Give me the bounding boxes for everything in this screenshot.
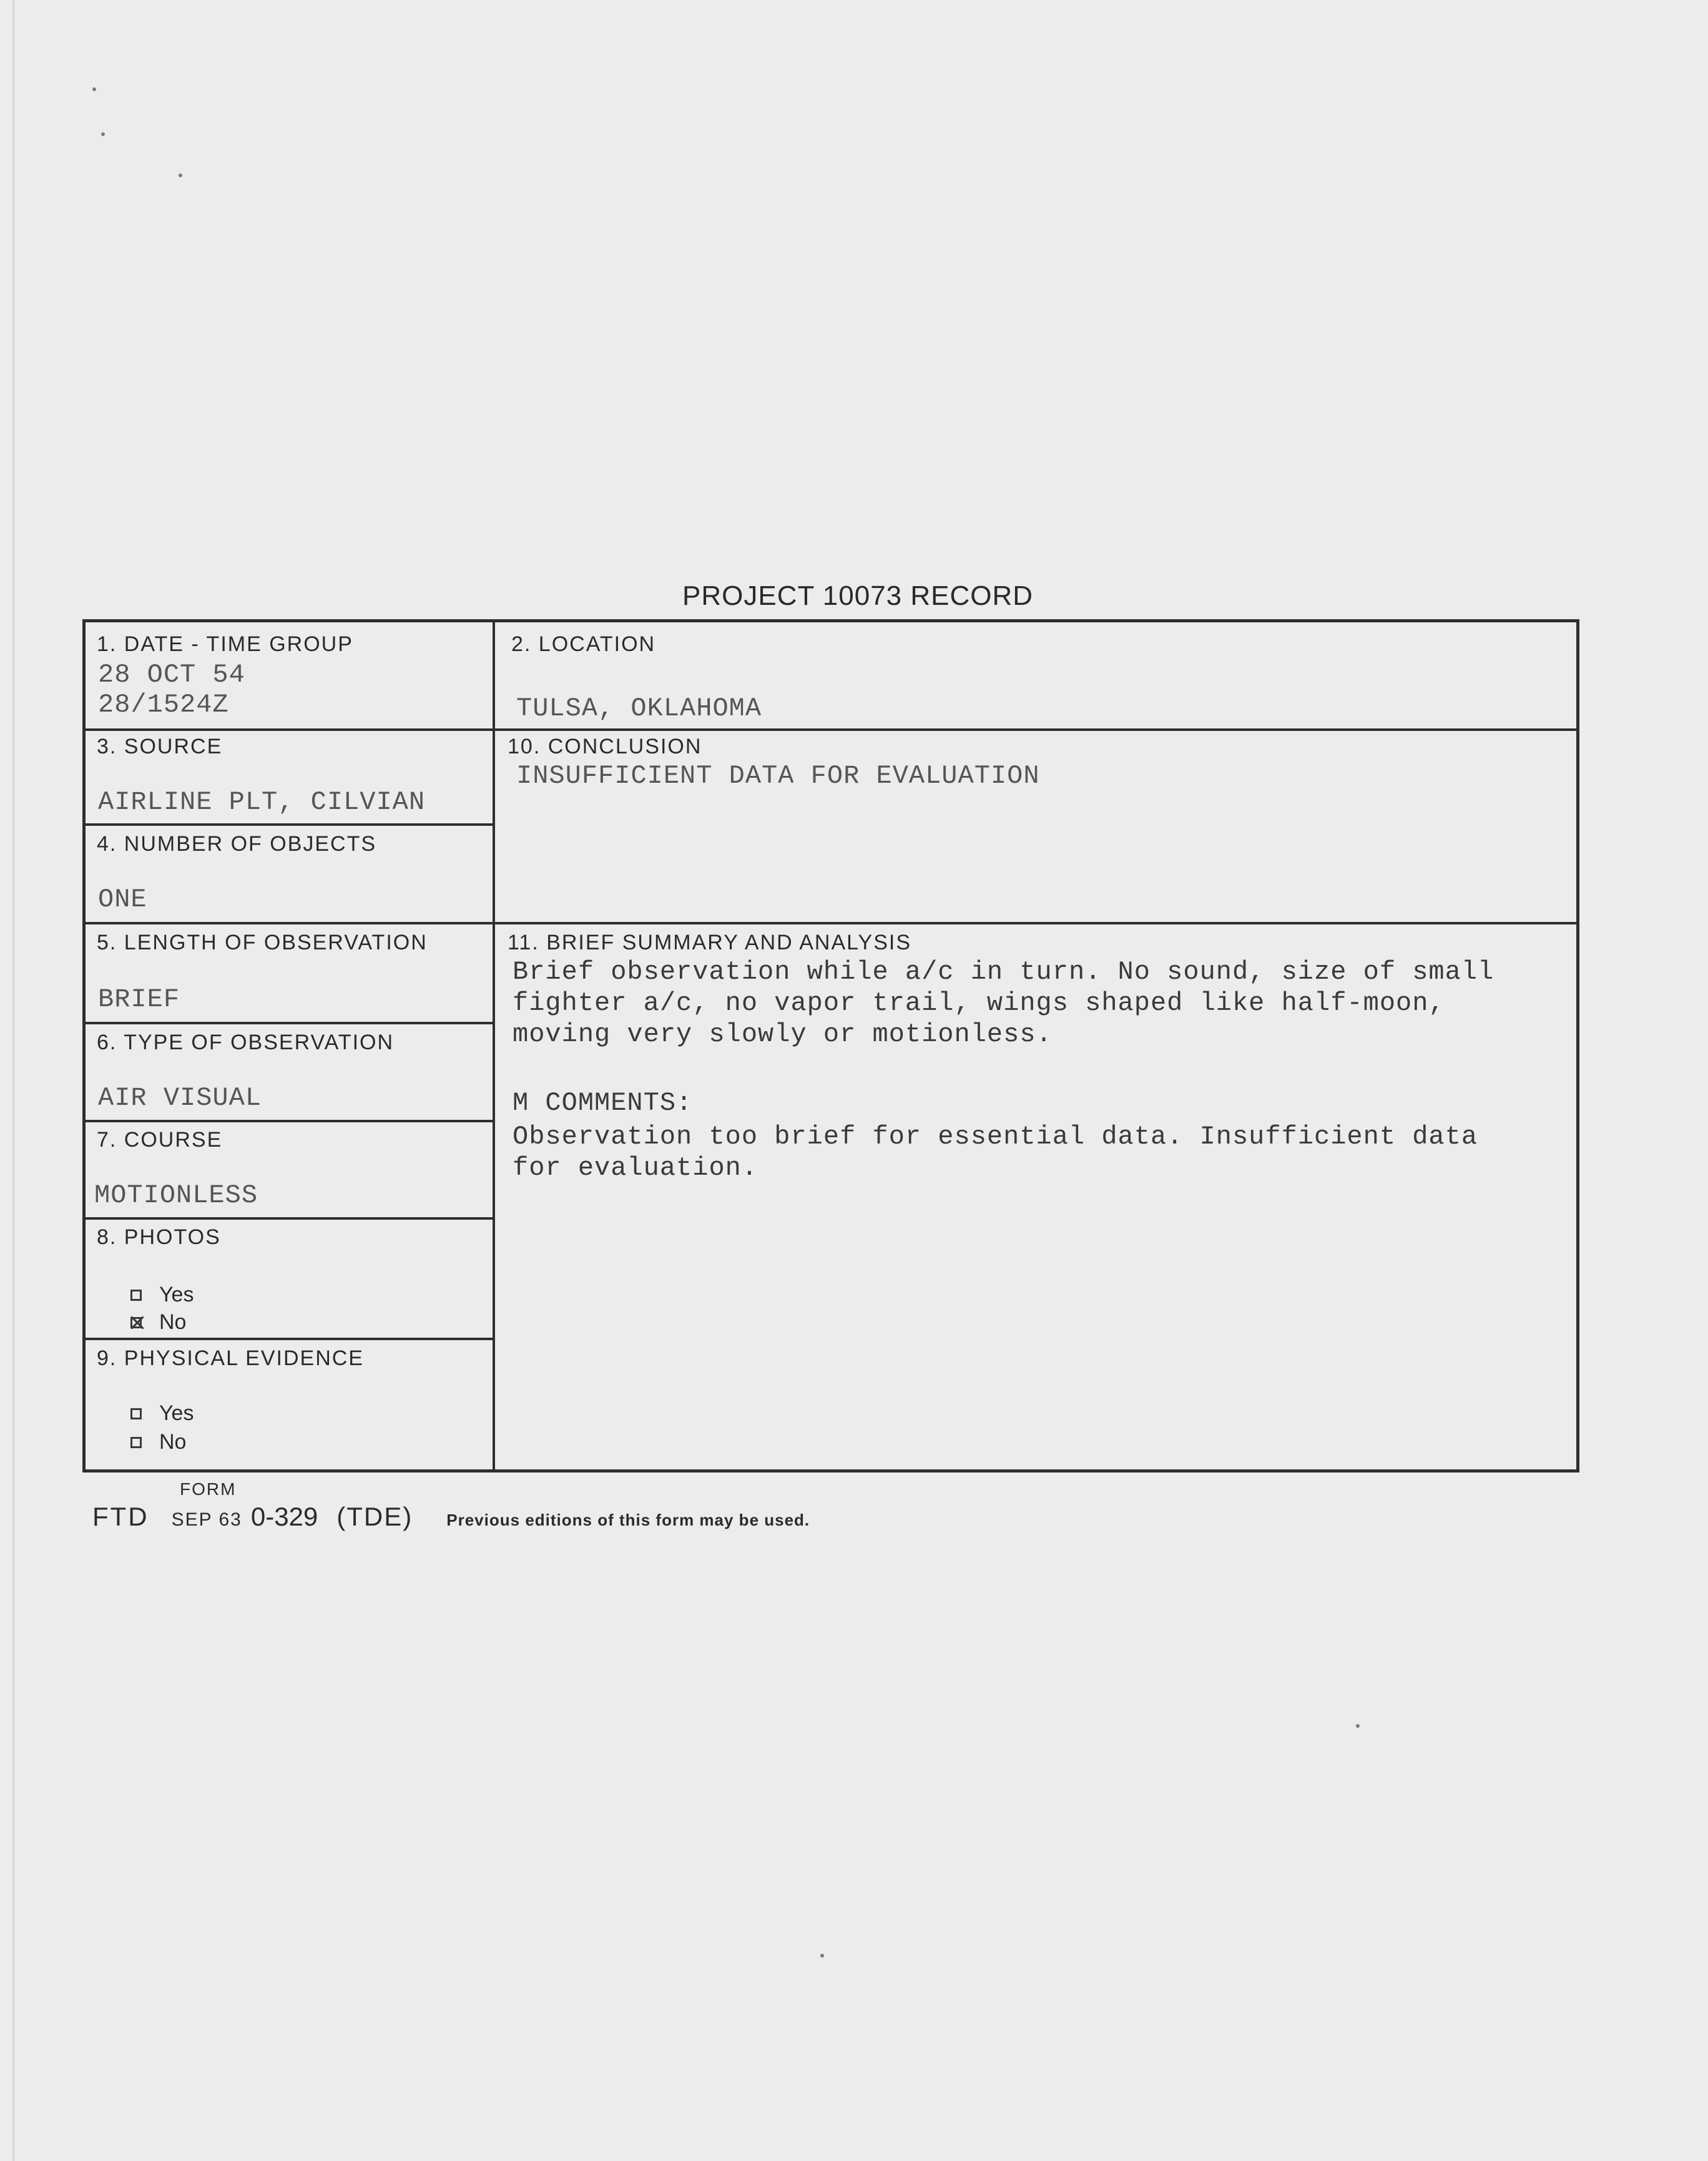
photos-yes-option[interactable]: [130, 1283, 194, 1307]
physical-evidence-yes-checkbox[interactable]: [130, 1408, 142, 1419]
physical-evidence-yes-label: Yes: [159, 1401, 194, 1425]
footer-line: [92, 1502, 810, 1532]
date-value: 28 OCT 54: [98, 660, 245, 690]
location-value: TULSA, OKLAHOMA: [516, 693, 762, 723]
location-label: 2. LOCATION: [511, 632, 656, 656]
type-of-observation-label: 6. TYPE OF OBSERVATION: [97, 1031, 395, 1054]
number-of-objects-value: ONE: [98, 884, 147, 914]
form-title: PROJECT 10073 RECORD: [682, 581, 1034, 611]
physical-evidence-no-checkbox[interactable]: [130, 1437, 142, 1448]
summary-label: 11. BRIEF SUMMARY AND ANALYSIS: [508, 931, 912, 954]
scan-speck: [101, 132, 105, 136]
summary-line: Brief observation while a/c in turn. No sound, size of small: [513, 957, 1494, 987]
photos-label: 8. PHOTOS: [97, 1225, 221, 1249]
physical-evidence-no-label: No: [159, 1430, 187, 1454]
conclusion-label: 10. CONCLUSION: [508, 735, 702, 758]
row-divider: [494, 922, 1576, 924]
comments-heading: M COMMENTS:: [513, 1088, 693, 1118]
row-divider: [86, 922, 494, 924]
row-divider: [86, 1338, 494, 1340]
summary-line: moving very slowly or motionless.: [513, 1019, 1053, 1049]
row-divider: [86, 1217, 494, 1220]
source-label: 3. SOURCE: [97, 735, 223, 758]
footer-note: Previous editions of this form may be used.: [446, 1511, 810, 1529]
number-of-objects-label: 4. NUMBER OF OBJECTS: [97, 832, 377, 856]
footer-office: (TDE): [336, 1502, 413, 1531]
row-divider: [86, 1022, 494, 1024]
course-label: 7. COURSE: [97, 1128, 223, 1152]
length-of-observation-value: BRIEF: [98, 984, 180, 1014]
comments-line: Observation too brief for essential data. Insufficient data: [513, 1122, 1478, 1152]
row-divider: [494, 728, 1576, 731]
photos-no-option[interactable]: [130, 1310, 186, 1335]
page-left-edge: [12, 0, 14, 2161]
row-divider: [86, 1120, 494, 1122]
row-divider: [86, 823, 494, 826]
length-of-observation-label: 5. LENGTH OF OBSERVATION: [97, 931, 428, 954]
comments-line: for evaluation.: [513, 1153, 758, 1183]
scan-speck: [820, 1954, 824, 1958]
time-group-value: 28/1524Z: [98, 690, 229, 720]
photos-yes-label: Yes: [159, 1283, 194, 1306]
scan-speck: [179, 174, 182, 177]
physical-evidence-yes-option[interactable]: [130, 1401, 194, 1426]
physical-evidence-no-option[interactable]: [130, 1430, 186, 1454]
record-form: [82, 619, 1579, 1473]
physical-evidence-label: 9. PHYSICAL EVIDENCE: [97, 1346, 364, 1370]
photos-yes-checkbox[interactable]: [130, 1290, 142, 1301]
photos-no-checkbox[interactable]: [130, 1317, 142, 1328]
footer-form-label: FORM: [180, 1479, 237, 1499]
date-time-group-label: 1. DATE - TIME GROUP: [97, 632, 353, 656]
type-of-observation-value: AIR VISUAL: [98, 1083, 262, 1113]
course-value: MOTIONLESS: [94, 1180, 258, 1210]
footer-form-number: 0-329: [250, 1502, 318, 1531]
summary-line: fighter a/c, no vapor trail, wings shaped like half-moon,: [513, 988, 1445, 1018]
footer-date: SEP 63: [171, 1509, 242, 1530]
row-divider: [86, 728, 494, 731]
photos-no-label: No: [159, 1310, 187, 1334]
scan-speck: [1356, 1724, 1360, 1728]
footer-ftd: FTD: [92, 1502, 149, 1531]
source-value: AIRLINE PLT, CILVIAN: [98, 787, 426, 817]
column-divider: [493, 622, 495, 1469]
conclusion-value: INSUFFICIENT DATA FOR EVALUATION: [516, 761, 1040, 791]
scan-speck: [92, 87, 96, 91]
